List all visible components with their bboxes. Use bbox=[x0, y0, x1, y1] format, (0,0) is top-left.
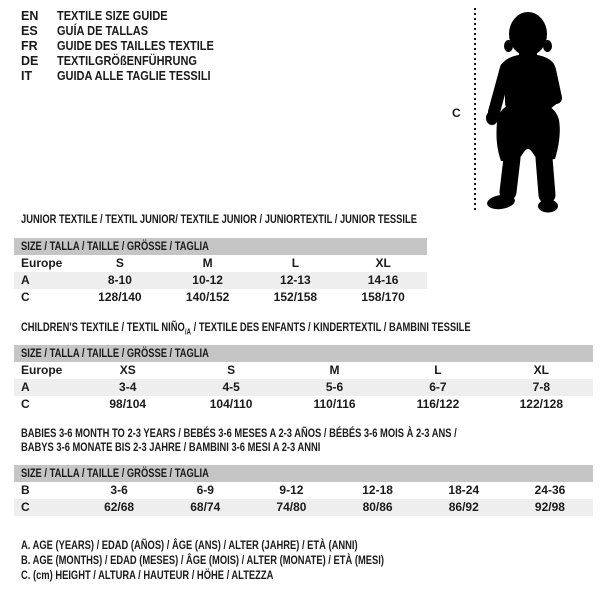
size-cell: L bbox=[291, 256, 300, 270]
age-cell: 7-8 bbox=[532, 380, 550, 394]
baby-silhouette-icon bbox=[481, 8, 579, 214]
height-measure-figure bbox=[440, 0, 600, 220]
lang-label: GUÍA DE TALLAS bbox=[57, 24, 149, 38]
size-cell: M bbox=[202, 256, 213, 270]
age-cell: 3-4 bbox=[119, 380, 137, 394]
row-label: A bbox=[21, 380, 30, 394]
row-label: Europe bbox=[21, 256, 63, 270]
title-part1: CHILDREN'S TEXTILE / TEXTIL NIÑO bbox=[21, 320, 185, 334]
size-cell: S bbox=[227, 363, 236, 377]
age-cell: 18-24 bbox=[448, 483, 480, 497]
children-section-title-text bbox=[21, 320, 471, 339]
lang-row-de bbox=[21, 54, 235, 69]
size-cell: XS bbox=[119, 363, 136, 377]
lang-code: EN bbox=[21, 9, 39, 23]
table-row-age bbox=[14, 379, 593, 396]
height-cell: 104/110 bbox=[209, 397, 253, 411]
junior-section-title bbox=[14, 212, 427, 226]
children-textile-section bbox=[14, 320, 593, 413]
table-row-age-months bbox=[14, 482, 593, 499]
footnote-a-text: A. AGE (YEARS) / EDAD (AÑOS) / ÂGE (ANS) / ALTER (JAHRE) / ETÀ (ANNI) bbox=[21, 538, 358, 552]
table-row-europe bbox=[14, 255, 427, 272]
height-cell: 80/86 bbox=[362, 500, 393, 514]
age-cell: 12-13 bbox=[280, 273, 311, 287]
lang-row-fr bbox=[21, 39, 235, 54]
junior-textile-section bbox=[14, 212, 427, 306]
height-cell: 68/74 bbox=[190, 500, 221, 514]
row-label: C bbox=[21, 290, 30, 304]
age-cell: 8-10 bbox=[107, 273, 132, 287]
children-size-header-bar bbox=[14, 345, 593, 362]
age-cell: 9-12 bbox=[279, 483, 304, 497]
lang-row-it bbox=[21, 69, 235, 84]
lang-code: ES bbox=[21, 24, 38, 38]
babies-size-header-bar bbox=[14, 465, 593, 482]
height-cell: 110/116 bbox=[313, 397, 356, 411]
lang-code: FR bbox=[21, 39, 38, 53]
age-cell: 5-6 bbox=[325, 380, 344, 394]
table-row-europe bbox=[14, 362, 593, 379]
table-row-height bbox=[14, 499, 593, 516]
height-cell: 158/170 bbox=[361, 290, 405, 304]
height-cell: 128/140 bbox=[98, 290, 142, 304]
footnote-a bbox=[21, 538, 486, 553]
size-cell: S bbox=[115, 256, 124, 270]
footnote-c bbox=[21, 568, 486, 583]
lang-label: GUIDE DES TAILLES TEXTILE bbox=[57, 39, 214, 53]
footnote-b-text: B. AGE (MONTHS) / EDAD (MESES) / ÂGE (MOIS) / ALTER (MONATE) / ETÀ (MESI) bbox=[21, 553, 384, 567]
lang-label: TEXTILGRÖßENFÜHRUNG bbox=[57, 54, 197, 68]
table-row-height bbox=[14, 396, 593, 413]
lang-label: GUIDA ALLE TAGLIE TESSILI bbox=[57, 69, 211, 83]
size-cell: M bbox=[329, 363, 340, 377]
size-header-text: SIZE / TALLA / TAILLE / GRÖSSE / TAGLIA bbox=[21, 466, 209, 480]
row-label: A bbox=[21, 273, 30, 287]
height-cell: 152/158 bbox=[273, 290, 318, 304]
size-header-text: SIZE / TALLA / TAILLE / GRÖSSE / TAGLIA bbox=[21, 346, 209, 360]
height-cell: 74/80 bbox=[276, 500, 307, 514]
size-cell: L bbox=[434, 363, 442, 377]
height-measure-label: C bbox=[452, 106, 461, 120]
age-cell: 3-6 bbox=[110, 483, 128, 497]
lang-code: IT bbox=[21, 69, 33, 83]
legend-footnotes bbox=[21, 538, 486, 583]
height-cell: 98/104 bbox=[109, 397, 147, 411]
age-cell: 6-7 bbox=[429, 380, 447, 394]
row-label: Europe bbox=[21, 363, 63, 377]
babies-textile-section bbox=[14, 426, 593, 516]
children-section-title bbox=[14, 320, 593, 337]
lang-label: TEXTILE SIZE GUIDE bbox=[57, 9, 168, 23]
row-label: C bbox=[21, 500, 30, 514]
height-dashed-line bbox=[474, 8, 476, 212]
table-row-age bbox=[14, 272, 427, 289]
lang-row-en bbox=[21, 9, 235, 24]
babies-title-text-line1: BABIES 3-6 MONTH TO 2-3 YEARS / BEBÉS 3-6 MESES A 2-3 AÑOS / BÉBÉS 3-6 MOIS À 2-3 ANS / bbox=[21, 426, 457, 440]
title-part2: / TEXTILE DES ENFANTS / KINDERTEXTIL / BAMBINI TESSILE bbox=[191, 320, 471, 334]
size-cell: XL bbox=[375, 256, 391, 270]
age-cell: 10-12 bbox=[192, 273, 223, 287]
language-title-list bbox=[21, 9, 235, 84]
height-cell: 116/122 bbox=[416, 397, 460, 411]
height-cell: 86/92 bbox=[448, 500, 479, 514]
babies-title-text-line2: BABYS 3-6 MONATE BIS 2-3 JAHRE / BAMBINI 3-6 MESI A 2-3 ANNI bbox=[21, 440, 321, 454]
height-cell: 62/68 bbox=[104, 500, 135, 514]
footnote-c-text: C. (cm) HEIGHT / ALTURA / HAUTEUR / HÖHE / ALTEZZA bbox=[21, 568, 274, 582]
age-cell: 4-5 bbox=[222, 380, 240, 394]
lang-row-es bbox=[21, 24, 235, 39]
babies-section-title-line2 bbox=[14, 440, 593, 454]
size-header-text: SIZE / TALLA / TAILLE / GRÖSSE / TAGLIA bbox=[21, 239, 209, 253]
size-cell: XL bbox=[533, 363, 549, 377]
age-cell: 24-36 bbox=[534, 483, 566, 497]
junior-size-header-bar bbox=[14, 238, 427, 255]
babies-section-title-line1 bbox=[14, 426, 593, 440]
table-row-height bbox=[14, 289, 427, 306]
age-cell: 12-18 bbox=[362, 483, 393, 497]
junior-section-title-text: JUNIOR TEXTILE / TEXTIL JUNIOR/ TEXTILE JUNIOR / JUNIORTEXTIL / JUNIOR TESSILE bbox=[21, 212, 417, 226]
height-cell: 92/98 bbox=[534, 500, 565, 514]
height-cell: 140/152 bbox=[185, 290, 230, 304]
height-cell: 122/128 bbox=[519, 397, 564, 411]
title-subscript: /A bbox=[184, 327, 192, 337]
age-cell: 6-9 bbox=[196, 483, 214, 497]
age-cell: 14-16 bbox=[367, 273, 399, 287]
lang-code: DE bbox=[21, 54, 39, 68]
row-label: B bbox=[21, 483, 30, 497]
row-label: C bbox=[21, 397, 30, 411]
footnote-b bbox=[21, 553, 486, 568]
